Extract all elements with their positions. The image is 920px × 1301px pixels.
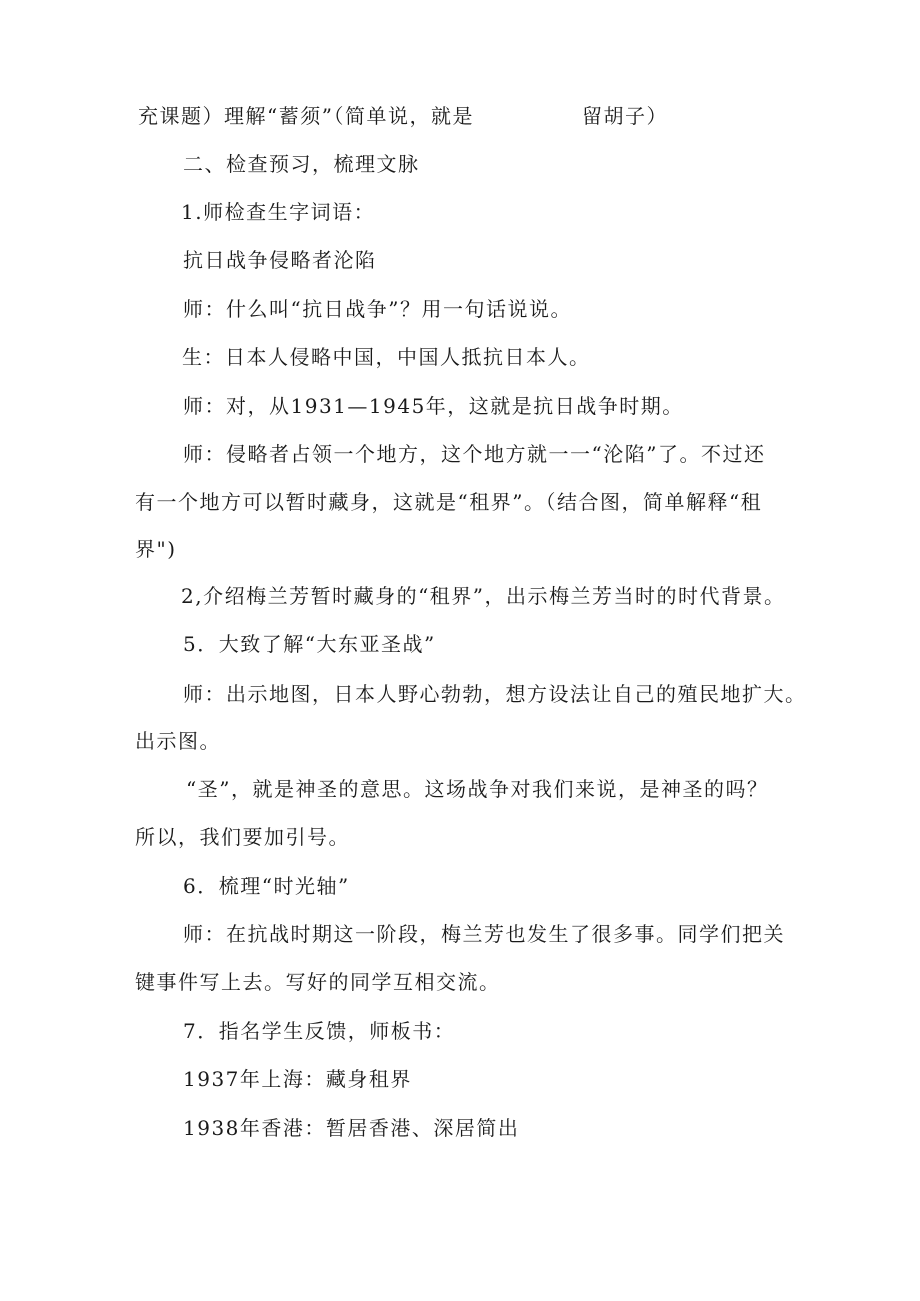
text-line-4: 抗日战争侵略者沦陷 [183,248,377,272]
text-line-19: 键事件写上去。写好的同学互相交流。 [135,970,501,994]
text-line-1 [138,104,920,128]
text-line-1-part-b: 留胡子） [581,104,668,128]
text-line-13: 师：出示地图，日本人野心勃勃，想方设法让自己的殖民地扩大。 [183,682,807,706]
text-line-15: “圣”，就是神圣的意思。这场战争对我们来说，是神圣的吗？ [186,777,769,801]
text-line-1-part-a: 充课题）理解“蓄须”（简单说，就是 [138,104,474,128]
text-line-10: 界") [135,537,177,561]
text-line-11: 2,介绍梅兰芳暂时藏身的“租界”，出示梅兰芳当时的时代背景。 [181,584,786,608]
text-line-8: 师：侵略者占领一个地方，这个地方就一一“沦陷”了。不过还 [183,442,766,466]
text-line-21: 1937年上海：藏身租界 [183,1067,412,1091]
text-line-9: 有一个地方可以暂时藏身，这就是“租界”。（结合图，简单解释“租 [135,490,763,514]
text-line-5: 师：什么叫“抗日战争”？用一句话说说。 [183,297,572,321]
text-line-16: 所以，我们要加引号。 [135,825,350,849]
text-line-14: 出示图。 [135,729,221,753]
text-line-12: 5．大致了解“大东亚圣战” [183,632,436,656]
text-line-18: 师：在抗战时期这一阶段，梅兰芳也发生了很多事。同学们把关 [183,922,785,946]
text-line-17: 6．梳理“时光轴” [183,874,350,898]
text-line-6: 生：日本人侵略中国，中国人抵抗日本人。 [182,345,591,369]
text-line-20: 7．指名学生反馈，师板书： [183,1019,456,1043]
text-line-22: 1938年香港：暂居香港、深居简出 [183,1116,520,1140]
text-line-3: 1.师检查生字词语： [181,200,376,224]
section-heading: 二、检查预习，梳理文脉 [183,152,420,176]
text-line-7: 师：对，从1931—1945年，这就是抗日战争时期。 [183,394,684,418]
